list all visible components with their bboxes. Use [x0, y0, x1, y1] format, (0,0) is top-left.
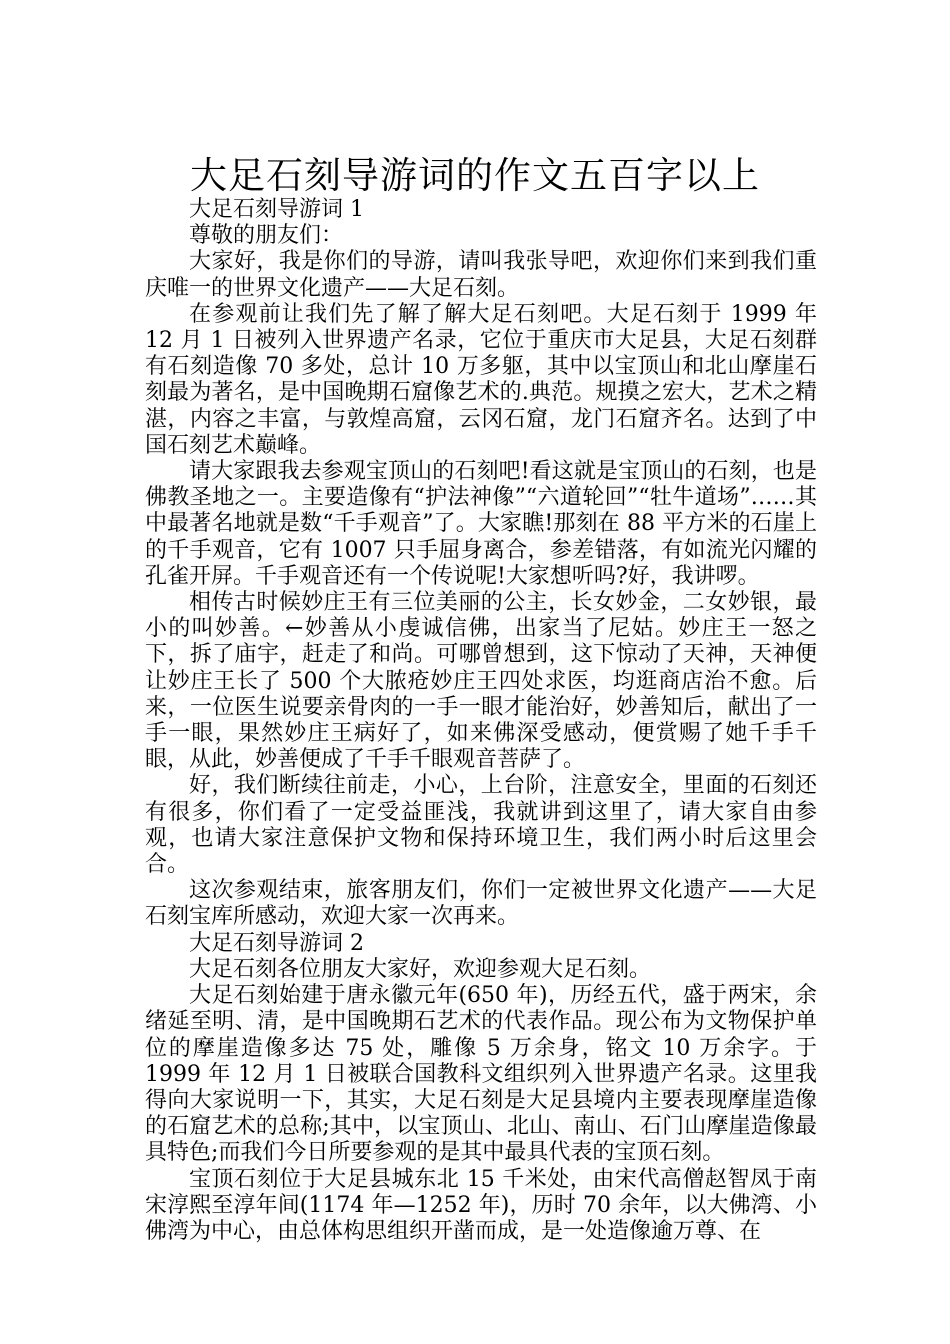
- paragraph: 大家好，我是你们的导游，请叫我张导吧，欢迎你们来到我们重庆唯一的世界文化遗产——大足石刻。: [145, 249, 817, 301]
- paragraph: 在参观前让我们先了解了解大足石刻吧。大足石刻于 1999 年 12 月 1 日被列入世界遗产名录，它位于重庆市大足县，大足石刻群有石刻造像 70 多处，总计 10 万多躯，其中以宝顶山和北山摩崖石刻最为著名，是中国晚期石窟像艺术的.典范。规摸之宏大，艺术之精湛，内容之丰富，与敦煌高窟，云冈石窟，龙门石窟齐名。达到了中国石刻艺术巅峰。: [145, 301, 817, 458]
- document-body: [145, 197, 817, 1245]
- paragraph: 尊敬的朋友们：: [189, 223, 344, 249]
- paragraph: 大足石刻各位朋友大家好，欢迎参观大足石刻。: [189, 956, 652, 982]
- paragraph: 这次参观结束，旅客朋友们，你们一定被世界文化遗产——大足石刻宝库所感动，欢迎大家一次再来。: [145, 878, 817, 930]
- document-title: 大足石刻导游词的作文五百字以上: [190, 153, 760, 197]
- section-heading: 大足石刻导游词 2: [189, 930, 364, 956]
- paragraph: 请大家跟我去参观宝顶山的石刻吧!看这就是宝顶山的石刻，也是佛教圣地之一。主要造像有“护法神像”“六道轮回”“牡牛道场”……其中最著名地就是数“千手观音”了。大家瞧!那刻在 88 平方米的石崖上的千手观音，它有 1007 只手屈身离合，参差错落，有如流光闪耀的孔雀开屏。千手观音还有一个传说呢!大家想听吗?好，我讲啰。: [145, 459, 817, 589]
- paragraph: 相传古时候妙庄王有三位美丽的公主，长女妙金，二女妙银，最小的叫妙善。←妙善从小虔诚信佛，出家当了尼姑。妙庄王一怒之下，拆了庙宇，赶走了和尚。可哪曾想到，这下惊动了天神，天神便让妙庄王长了 500 个大脓疮妙庄王四处求医，均逛商店治不愈。后来，一位医生说要亲骨肉的一手一眼才能治好，妙善知后，献出了一手一眼，果然妙庄王病好了，如来佛深受感动，便赏赐了她千手千眼，从此，妙善便成了千手千眼观音菩萨了。: [145, 590, 817, 773]
- paragraph: 大足石刻始建于唐永徽元年(650 年)，历经五代，盛于两宋，余绪延至明、清，是中国晚期石艺术的代表作品。现公布为文物保护单位的摩崖造像多达 75 处，雕像 5 万余身，铭文 10 万余字。于 1999 年 12 月 1 日被联合国教科文组织列入世界遗产名录。这里我得向大家说明一下，其实，大足石刻是大足县境内主要表现摩崖造像的石窟艺术的总称;其中，以宝顶山、北山、南山、石门山摩崖造像最具特色;而我们今日所要参观的是其中最具代表的宝顶石刻。: [145, 983, 817, 1166]
- section-heading: 大足石刻导游词 1: [189, 197, 364, 222]
- paragraph: 好，我们断续往前走，小心，上台阶，注意安全，里面的石刻还有很多，你们看了一定受益匪浅，我就讲到这里了，请大家自由参观，也请大家注意保护文物和保持环境卫生，我们两小时后这里会合。: [145, 773, 817, 878]
- paragraph: 宝顶石刻位于大足县城东北 15 千米处，由宋代高僧赵智凤于南宋淳熙至淳年间(1174 年—1252 年)，历时 70 余年，以大佛湾、小佛湾为中心，由总体构思组织开凿而成，是一处造像逾万尊、在: [145, 1166, 817, 1244]
